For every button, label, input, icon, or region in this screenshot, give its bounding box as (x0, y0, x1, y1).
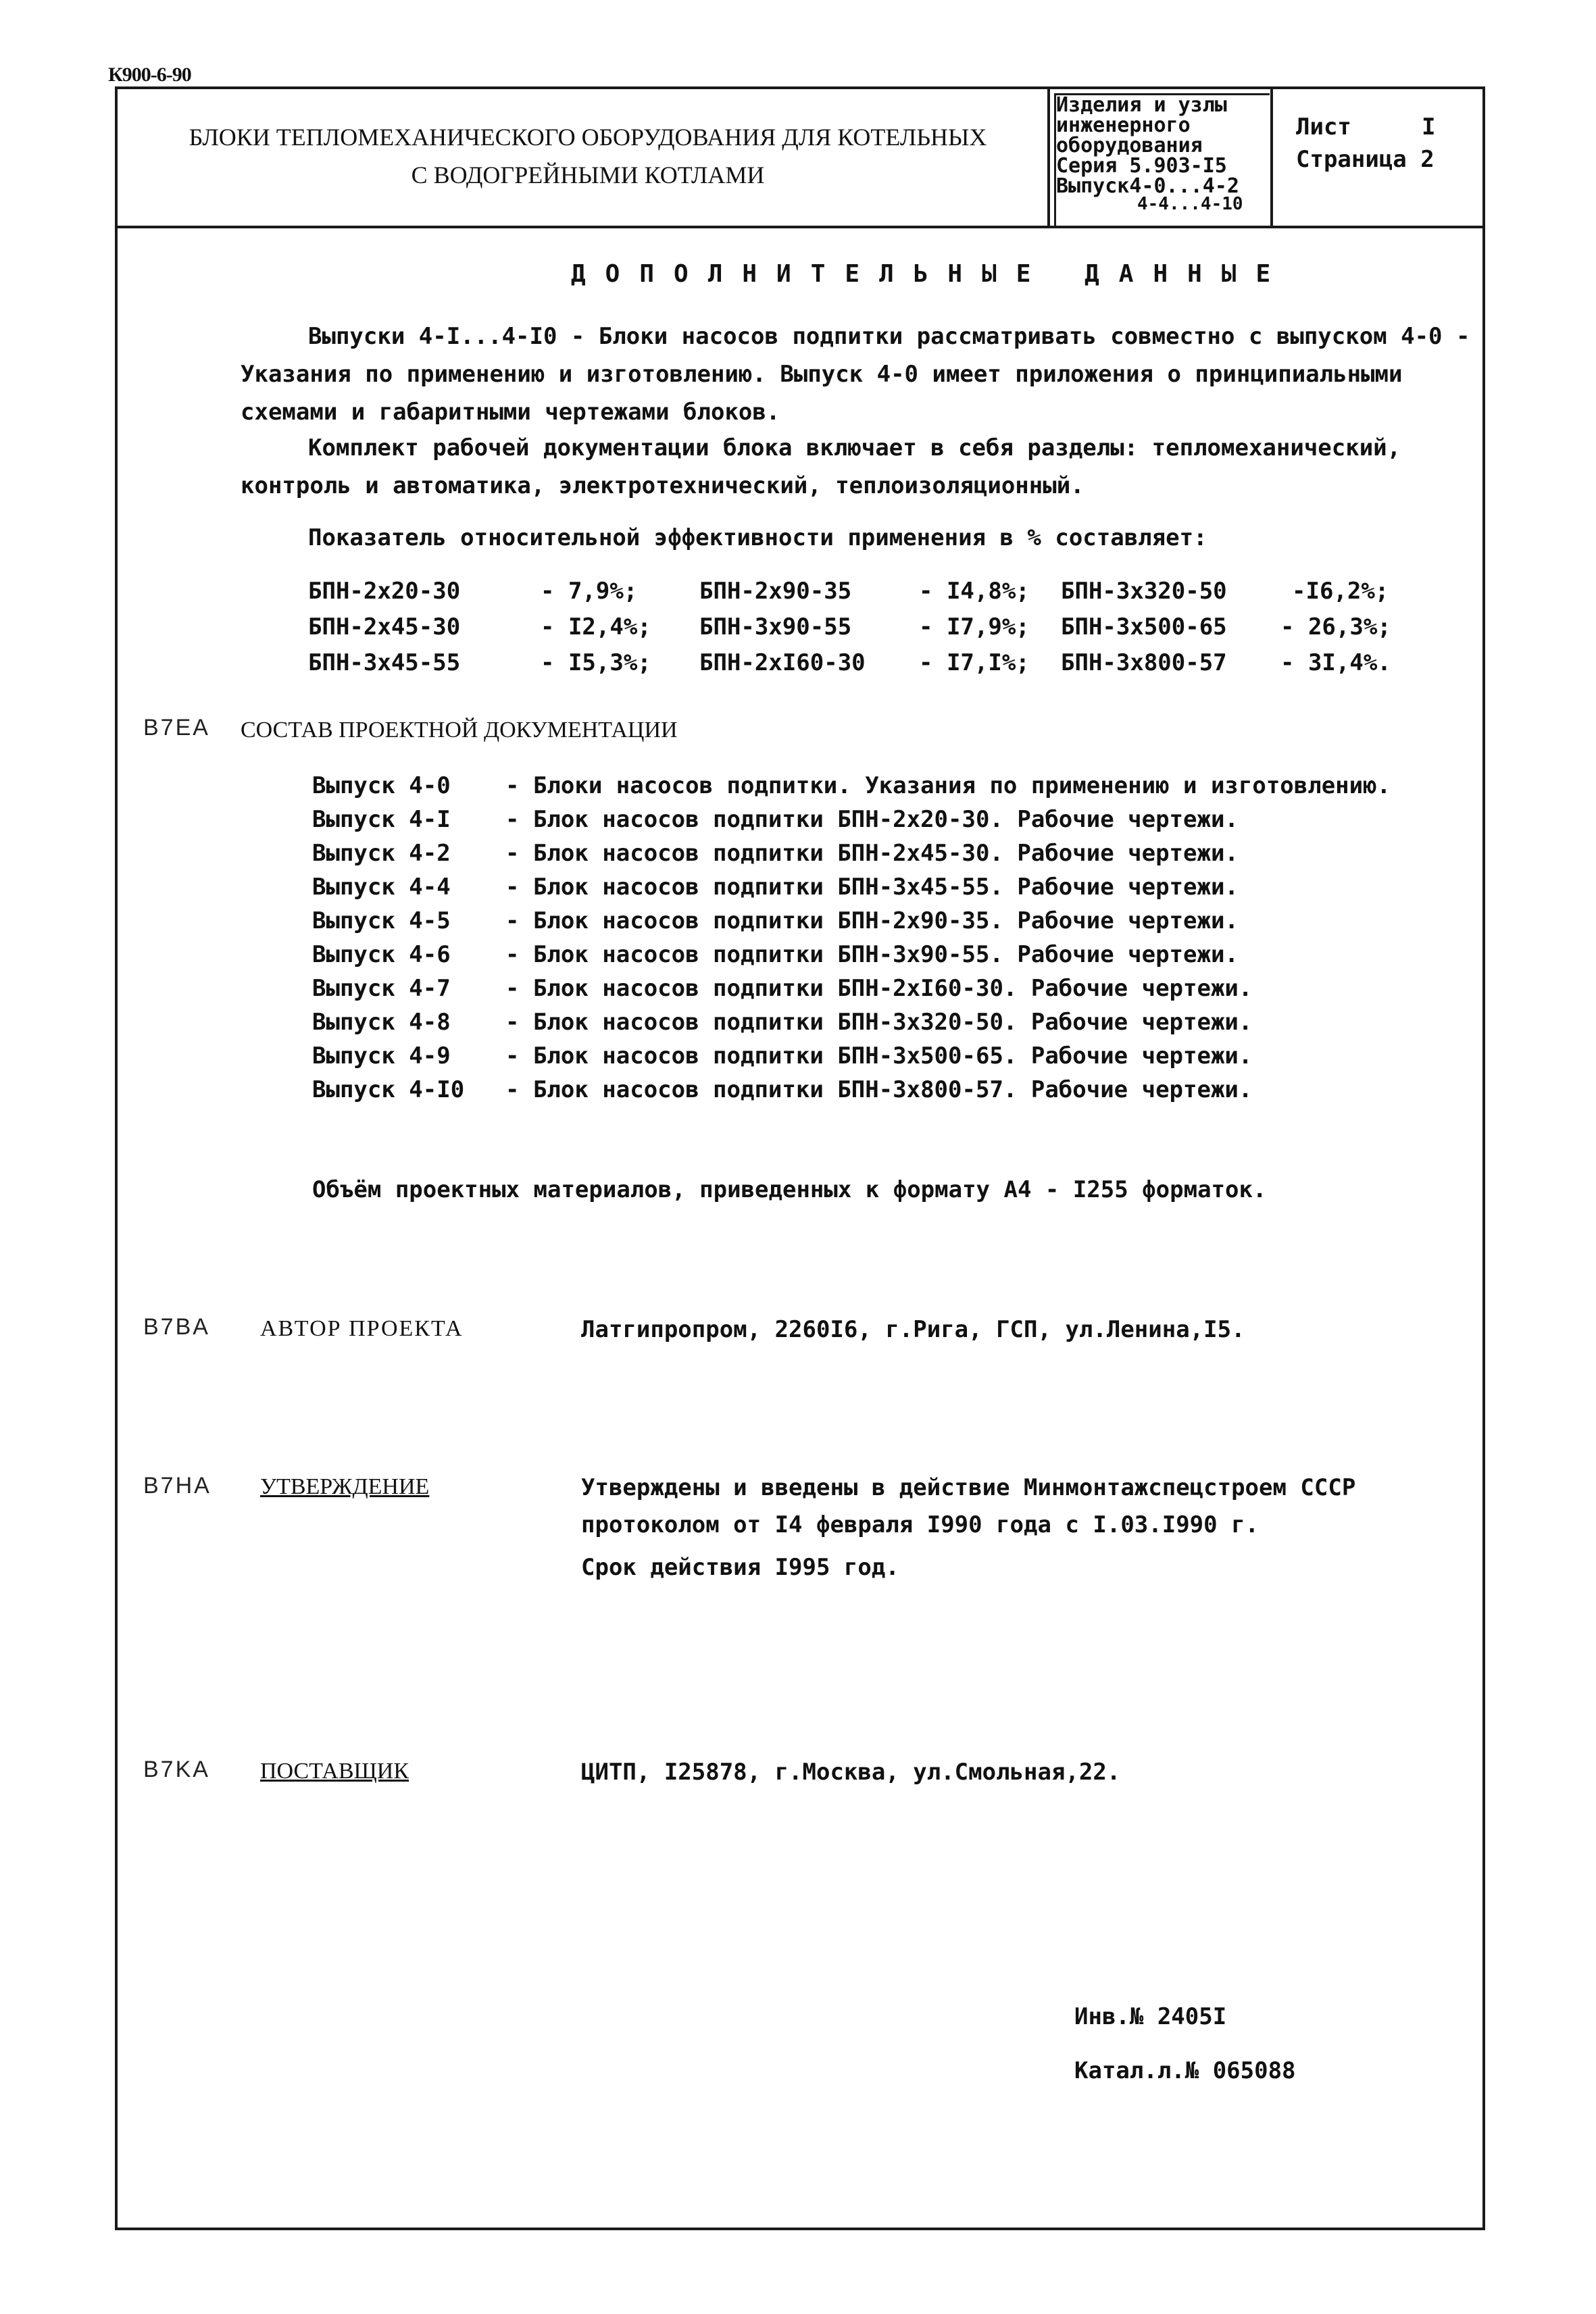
issue-description: - Блок насосов подпитки БПН-3х320-50. Рабочие чертежи. (505, 1009, 1253, 1036)
document-title (135, 118, 1041, 194)
sheet-number: I (1422, 114, 1436, 141)
efficiency-name: БПН-3х45-55 (308, 649, 461, 676)
section-code: B7HA (143, 1473, 211, 1499)
section-code: B7KA (143, 1757, 210, 1782)
title-line: С ВОДОГРЕЙНЫМИ КОТЛАМИ (411, 161, 765, 188)
efficiency-name: БПН-3х320-50 (1061, 578, 1227, 605)
efficiency-value: - I7,I%; (919, 649, 1030, 676)
catalog-number: Катал.л.№ 065088 (1074, 2057, 1296, 2084)
text-line: Выпуски 4-I...4-I0 - Блоки насосов подпитки рассматривать совместно с выпуском 4-0 - (308, 323, 1470, 350)
issue-description: - Блок насосов подпитки БПН-3х45-55. Рабочие чертежи. (505, 874, 1239, 901)
efficiency-name: БПН-3х800-57 (1061, 649, 1227, 676)
title-line: БЛОКИ ТЕПЛОМЕХАНИЧЕСКОГО ОБОРУДОВАНИЯ ДЛЯ КОТЕЛЬНЫХ (189, 124, 987, 151)
issue-description: - Блок насосов подпитки БПН-3х500-65. Рабочие чертежи. (505, 1042, 1253, 1070)
issue-number: Выпуск 4-I0 (312, 1076, 465, 1103)
approval-line: Утверждены и введены в действие Минмонтажспецстроем СССР (581, 1474, 1356, 1501)
issue-description: - Блок насосов подпитки БПН-3х90-55. Рабочие чертежи. (505, 941, 1239, 968)
efficiency-value: - 7,9%; (541, 578, 638, 605)
section-heading: ДОПОЛНИТЕЛЬНЫЕ ДАННЫЕ (571, 260, 1291, 288)
author-text: Латгипропром, 2260I6, г.Рига, ГСП, ул.Ленина,I5. (581, 1316, 1245, 1343)
issue-description: - Блок насосов подпитки БПН-2х20-30. Рабочие чертежи. (505, 806, 1239, 833)
efficiency-value: -I6,2%; (1292, 578, 1389, 605)
issue-number: Выпуск 4-9 (312, 1042, 451, 1070)
efficiency-name: БПН-3х500-65 (1061, 613, 1227, 640)
paragraph-documentation (241, 429, 1401, 505)
approval-label: УТВЕРЖДЕНИЕ (260, 1474, 430, 1499)
page-label: Страница 2 (1296, 146, 1435, 173)
supplier-label: ПОСТАВЩИК (260, 1759, 409, 1784)
volume-note: Объём проектных материалов, приведенных к формату А4 - I255 форматок. (312, 1176, 1267, 1203)
issue-number: Выпуск 4-7 (312, 975, 451, 1002)
section-code: B7BA (143, 1314, 210, 1340)
efficiency-value: - I4,8%; (919, 578, 1030, 605)
efficiency-value: - I2,4%; (541, 613, 651, 640)
approval-line: Срок действия I995 год. (581, 1554, 899, 1581)
issue-number: Выпуск 4-4 (312, 874, 451, 901)
issue-number: Выпуск 4-2 (312, 840, 451, 867)
document-code: К900-6-90 (108, 64, 191, 86)
header-divider (115, 226, 1482, 228)
efficiency-name: БПН-2х90-35 (699, 578, 852, 605)
text-line: схемами и габаритными чертежами блоков. (241, 399, 780, 426)
issue-number: Выпуск 4-I (312, 806, 451, 833)
section-code: B7EA (143, 715, 210, 740)
issue-description: - Блок насосов подпитки БПН-2х90-35. Рабочие чертежи. (505, 907, 1239, 934)
efficiency-name: БПН-2хI60-30 (699, 649, 866, 676)
efficiency-name: БПН-2х20-30 (308, 578, 461, 605)
supplier-text: ЦИТП, I25878, г.Москва, ул.Смольная,22. (581, 1759, 1121, 1786)
series-line: 4-4...4-10 (1137, 194, 1243, 214)
issue-number: Выпуск 4-8 (312, 1009, 451, 1036)
series-line: оборудования (1056, 134, 1203, 157)
efficiency-value: - 3I,4%. (1280, 649, 1391, 676)
issue-description: - Блоки насосов подпитки. Указания по применению и изготовлению. (505, 772, 1391, 799)
series-line: Изделия и узлы (1056, 93, 1227, 117)
text-line: Комплект рабочей документации блока включает в себя разделы: тепломеханический, (308, 434, 1401, 461)
header-column-divider (1270, 86, 1273, 226)
issue-description: - Блок насосов подпитки БПН-2хI60-30. Рабочие чертежи. (505, 975, 1253, 1002)
author-label: АВТОР ПРОЕКТА (260, 1316, 464, 1341)
efficiency-name: БПН-3х90-55 (699, 613, 852, 640)
header-column-divider (1047, 86, 1050, 226)
series-stamp (1054, 93, 1270, 226)
efficiency-value: - 26,3%; (1280, 613, 1391, 640)
efficiency-intro: Показатель относительной эффективности применения в % составляет: (308, 524, 1207, 551)
issue-number: Выпуск 4-6 (312, 941, 451, 968)
composition-heading: СОСТАВ ПРОЕКТНОЙ ДОКУМЕНТАЦИИ (241, 718, 678, 743)
series-line: Выпуск4-0...4-2 (1056, 174, 1239, 198)
efficiency-value: - I7,9%; (919, 613, 1030, 640)
paragraph-issues (241, 318, 1470, 431)
approval-line: протоколом от I4 февраля I990 года с I.03.I990 г. (581, 1511, 1260, 1538)
efficiency-value: - I5,3%; (541, 649, 651, 676)
text-line: контроль и автоматика, электротехнический, теплоизоляционный. (241, 472, 1084, 499)
inventory-number: Инв.№ 2405I (1074, 2003, 1227, 2030)
sheet-label: Лист (1296, 114, 1351, 141)
series-line: Серия 5.903-I5 (1056, 154, 1227, 178)
text-line: Указания по применению и изготовлению. Выпуск 4-0 имеет приложения о принципиальными (241, 361, 1403, 388)
issue-description: - Блок насосов подпитки БПН-3х800-57. Рабочие чертежи. (505, 1076, 1253, 1103)
issue-description: - Блок насосов подпитки БПН-2х45-30. Рабочие чертежи. (505, 840, 1239, 867)
efficiency-name: БПН-2х45-30 (308, 613, 461, 640)
series-line: инженерного (1056, 114, 1191, 137)
issue-number: Выпуск 4-5 (312, 907, 451, 934)
issue-number: Выпуск 4-0 (312, 772, 451, 799)
